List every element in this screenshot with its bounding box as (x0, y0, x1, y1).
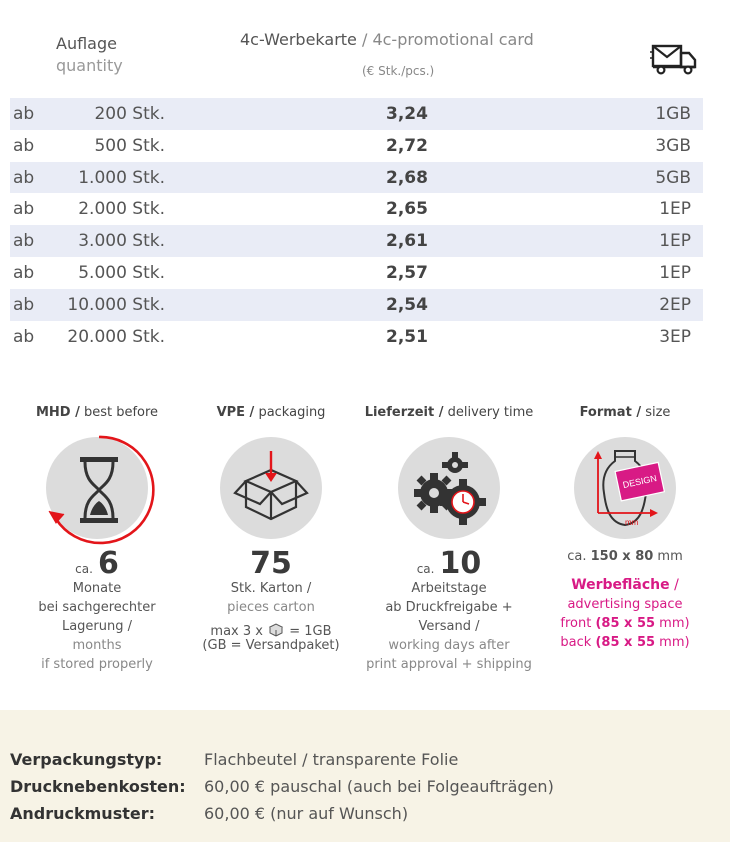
delivery-line-1: Arbeitstage (411, 581, 487, 596)
adv-sep: / (669, 577, 679, 593)
vpe-line-1: Stk. Karton / (230, 581, 312, 596)
row-prefix: ab (13, 231, 35, 252)
delivery-title-en: delivery time (443, 405, 534, 420)
row-prefix: ab (13, 135, 35, 156)
table-row (10, 98, 703, 130)
row-quantity: 1.000 Stk. (78, 167, 165, 188)
vpe-gb-label: = 1GB (289, 624, 332, 639)
product-label-en: 4c-promotional card (372, 30, 534, 49)
mhd-title-en: best before (79, 405, 159, 420)
row-shipping: 5GB (655, 167, 691, 188)
delivery-title (364, 405, 534, 427)
row-price: 2,68 (386, 167, 428, 188)
quantity-label-de: Auflage (56, 34, 117, 53)
footer-label: Andruckmuster: (10, 804, 156, 823)
info-vpe (186, 405, 356, 652)
back-label: back (560, 635, 592, 650)
row-price: 2,51 (386, 326, 428, 347)
row-quantity: 20.000 Stk. (67, 326, 165, 347)
delivery-line-3: working days after (388, 638, 510, 653)
table-row (10, 225, 703, 257)
row-quantity: 200 Stk. (94, 104, 165, 124)
vpe-title-de: VPE / (216, 405, 255, 420)
footer-value: Flachbeutel / transparente Folie (204, 750, 459, 769)
bottle-card-icon (574, 437, 676, 539)
hourglass-icon (46, 437, 148, 539)
row-prefix: ab (13, 262, 35, 283)
design-label: DESIGN (621, 473, 658, 491)
small-box-icon (267, 623, 285, 637)
row-price: 2,72 (386, 135, 428, 156)
table-row (10, 321, 703, 353)
size-prefix: ca. (567, 549, 587, 564)
mhd-number: 6 (97, 546, 119, 581)
delivery-number: 10 (439, 546, 482, 581)
row-shipping: 1EP (659, 262, 691, 283)
row-quantity: 10.000 Stk. (67, 294, 165, 315)
table-row (10, 193, 703, 225)
back-line (540, 633, 710, 652)
mhd-line-1: Monate (72, 581, 122, 596)
row-shipping: 3EP (659, 326, 691, 347)
table-body (10, 98, 703, 352)
table-row (10, 257, 703, 289)
row-prefix: ab (13, 294, 35, 315)
format-title-de: Format / (579, 405, 642, 420)
front-label: front (560, 616, 592, 631)
row-quantity: 5.000 Stk. (78, 262, 165, 283)
mm-label: mm (625, 518, 639, 527)
delivery-ca: ca. (416, 562, 435, 576)
front-unit: mm) (655, 616, 690, 631)
footer-label: Drucknebenkosten: (10, 777, 186, 796)
product-label-de: 4c-Werbekarte (240, 30, 357, 49)
row-price: 2,57 (386, 262, 428, 283)
back-unit: mm) (655, 635, 690, 650)
format-title (540, 405, 710, 427)
mhd-line-2: bei sachgerechter Lagerung / (38, 600, 156, 634)
footer-label: Verpackungstyp: (10, 750, 163, 769)
mhd-title-de: MHD / (35, 405, 80, 420)
format-size-line (540, 547, 710, 566)
vpe-line-2: pieces carton (227, 600, 315, 615)
footer-value: 60,00 € (nur auf Wunsch) (204, 804, 409, 823)
vpe-line-3 (186, 623, 356, 639)
front-size: (85 x 55 (595, 616, 656, 631)
row-shipping: 2EP (659, 294, 691, 315)
row-prefix: ab (13, 167, 35, 188)
quantity-header (56, 33, 123, 76)
row-shipping: 1GB (655, 104, 691, 124)
row-quantity: 2.000 Stk. (78, 199, 165, 220)
table-header (10, 18, 703, 98)
vpe-title (186, 405, 356, 427)
row-shipping: 1EP (659, 231, 691, 252)
row-quantity: 500 Stk. (94, 135, 165, 156)
row-price: 3,24 (386, 104, 428, 124)
price-table (10, 18, 703, 352)
footer-row-costs (10, 777, 554, 796)
truck-mail-icon (650, 42, 698, 76)
size-value: 150 x 80 (590, 549, 654, 564)
delivery-line-2: ab Druckfreigabe + Versand / (385, 600, 513, 634)
mhd-line-4: if stored properly (41, 657, 153, 672)
table-row (10, 130, 703, 162)
table-row (10, 162, 703, 194)
vpe-number: 75 (250, 546, 292, 581)
front-line (540, 614, 710, 633)
info-format (540, 405, 710, 652)
delivery-title-de: Lieferzeit / (364, 405, 444, 420)
vpe-max-label: max 3 x (210, 624, 263, 639)
adv-de: Werbefläche (571, 577, 670, 593)
back-size: (85 x 55 (595, 635, 656, 650)
info-delivery (364, 405, 534, 674)
format-title-en: size (641, 405, 671, 420)
footer-value: 60,00 € pauschal (auch bei Folgeaufträgen) (204, 777, 554, 796)
adv-title (540, 576, 710, 595)
vpe-title-en: packaging (254, 405, 326, 420)
unit-label: (€ Stk./pcs.) (362, 64, 435, 78)
footer-details (0, 710, 730, 842)
row-prefix: ab (13, 326, 35, 347)
row-shipping: 3GB (655, 135, 691, 156)
table-row (10, 289, 703, 321)
size-unit: mm (653, 549, 683, 564)
info-mhd (12, 405, 182, 674)
footer-row-proof (10, 804, 408, 823)
row-shipping: 1EP (659, 199, 691, 220)
row-price: 2,61 (386, 231, 428, 252)
delivery-line-4: print approval + shipping (366, 657, 532, 672)
quantity-label-en: quantity (56, 55, 123, 75)
mhd-line-3: months (72, 638, 122, 653)
mhd-title (12, 405, 182, 427)
footer-row-packaging (10, 750, 458, 769)
row-price: 2,54 (386, 294, 428, 315)
mhd-ca: ca. (75, 562, 93, 576)
row-prefix: ab (13, 199, 35, 220)
box-icon (220, 437, 322, 539)
row-prefix: ab (13, 104, 35, 124)
row-quantity: 3.000 Stk. (78, 231, 165, 252)
gears-clock-icon (398, 437, 500, 539)
row-price: 2,65 (386, 199, 428, 220)
adv-en: advertising space (567, 597, 683, 612)
product-separator: / (356, 30, 373, 49)
vpe-line-4: (GB = Versandpaket) (202, 638, 340, 653)
product-header (240, 30, 534, 49)
